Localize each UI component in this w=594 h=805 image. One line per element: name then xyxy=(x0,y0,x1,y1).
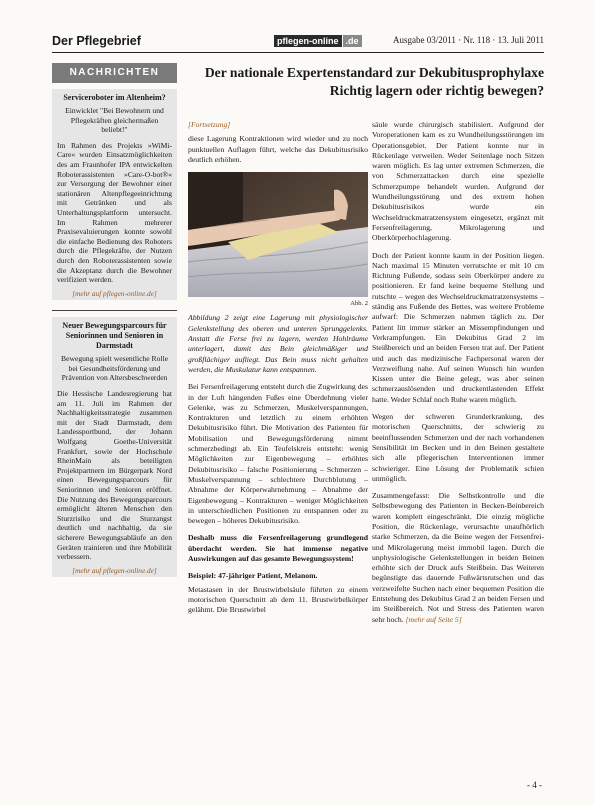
sidebar-divider xyxy=(52,310,177,311)
summary-text: Zusammengefasst: Die Selbstkontrolle und die Selbstbewegung des Patienten in Becken-Beinbereich waren komplett eingeschränkt. Die einzig mögliche Position, die Rückenlage, verursachte unaufhörlich starke Schmerzen, da die Beine wegen der Fersenfrei- und Mikrolagerung meist immobil lagen. Durch die unphysiologische Gelenkstellungen in beiden Beinen erhöhte sich der Druck aufs Steißbein. Das Weiteren begünstigte das dauernde Fußwärtsrutschen und das verzweifelte Suchen nach einer bequemen Position die Entstehung des Dekubitus Grad 2 an beiden Fersen und im Steißbereich. Not und Stress des Patienten waren sehr hoch. xyxy=(372,491,544,624)
article-title-line1: Der nationale Expertenstandard zur Dekubitusprophylaxe xyxy=(204,65,544,80)
continued-label: [Fortsetzung] xyxy=(188,120,231,129)
news-item xyxy=(52,89,177,300)
news-item-body: Im Rahmen des Projekts »WiMi-Care« wurden Einsatzmöglichkeiten des am Fraunhofer IPA entwickelten Roboterassistenten »Care-O-bot®« zur Versorgung der Bewohner einer stationären Altenpflegeeinrichtung mit Getränken und als Unterhaltungsplattform untersucht. Im Rahmen mehrerer Praxisevaluierungen konnte sowohl die einfache Bedienung des Roboters durch die Pflegekräfte, der Nutzen durch den Roboterassistenten sowie die Akzeptanz durch die Bewohner verifiziert werden. xyxy=(57,140,172,285)
page-header xyxy=(52,30,544,53)
figure-label: Abb. 2 xyxy=(350,300,368,308)
article-column-1 xyxy=(188,120,368,623)
paragraph: säule wurde chirurgisch stabilisiert. Aufgrund der Voroperationen kam es zu Wundheilungsstörungen im Operationsgebiet. Der Patient konnte nur in Rückenlage verweilen. Weder Seitenlage noch Sitzen waren möglich. Es lag unter extremen Schmerzen, die von Schmerzattacken durch eine spezielle Schmerzpumpe behandelt wurden. Aufgrund der Wundheilungsstörung und des extrem hohen Dekubitusrisikos wurde ein Wechseldruckmatratzensystem eingesetzt, ergänzt mit Fersenfreilagerung, Mikrolagerung und Oberkörperhochlagerung. xyxy=(372,120,544,243)
leg-positioning-photo xyxy=(188,172,368,297)
news-item xyxy=(52,317,177,577)
news-more-link[interactable]: [mehr auf pflegen-online.de] xyxy=(72,565,157,575)
site-logo xyxy=(274,35,362,47)
article-title-line2: Richtig lagern oder richtig bewegen? xyxy=(329,83,544,98)
news-badge: NACHRICHTEN xyxy=(52,63,177,83)
paragraph: Wegen der schweren Grunderkrankung, des motorischen Querschnitts, der schwierig zu beeinflussenden Schmerzen und der nach vorhandenen Sensibilität im Becken und in den Beinen gestaltete sich alle pflegerischen Interventionen immer schwieriger. Eine Lösung der Problematik schien unmöglich. xyxy=(372,412,544,483)
highlight-paragraph: Deshalb muss die Fersenfreilagerung grundlegend überdacht werden. Sie hat immense negative Auswirkungen auf das gesamte Bewegungssystem! xyxy=(188,533,368,564)
example-title: Beispiel: 47-jähriger Patient, Melanom. xyxy=(188,571,318,581)
article-title xyxy=(188,64,544,110)
news-item-title: Serviceroboter im Altenheim? xyxy=(63,93,166,102)
magazine-title: Der Pflegebrief xyxy=(52,34,141,48)
news-item-title: Neuer Bewegungsparcours für Seniorinnen und Senioren in Darmstadt xyxy=(62,321,167,351)
news-item-subtitle: Bewegung spielt wesentliche Rolle bei Gesundheitsförderung und Prävention von Altersbeschwerden xyxy=(61,354,168,383)
logo-right: .de xyxy=(343,35,362,47)
page-number: - 4 - xyxy=(527,780,542,790)
news-item-body: Die Hessische Landesregierung hat am 11. Juli im Rahmen der Nachhaltigkeitsstrategie zusammen mit der Stadt Darmstadt, dem Landessportbund, der Johann Wolfgang Goethe-Universität Frankfurt, sowie der Hochschule RheinMain als beteiligten Projektpartnern im Bürgerpark Nord einen Bewegungsparcours für Seniorinnen und Senioren eröffnet. Die Nutzung des Bewegungsparcours ermöglicht älteren Menschen den Sturzrisiko und die Sturzangst deutlich und nachhaltig, da sie sicherere Bewegungsabläufe an den Geräten trainieren und ihre Mobilität verbessern. xyxy=(57,389,172,562)
paragraph: Bei Fersenfreilagerung entsteht durch die Zugwirkung des in der Luft hängenden Fußes eine Überdehnung vieler Gelenke, was zu Schmerzen, Muskelverspannungen, Kontrakturen und letztlich zu einem erhöhten Dekubitusrisiko führt. Die Motivation des Patienten für Mobilisation und Bewegungsförderung nimmt schmerzbedingt ab. Ein Teufelskreis entsteht: wenig Möglichkeiten zur Eigenbewegung – erhöhtes Dekubitusrisiko – falsche Positionierung – Schmerzen – Muskelverspannung – schlechtere Durchblutung – Abnahme der Körperwahrnehmung – Abnahme der Eigenbewegung – Kontrakturen – weniger Möglichkeiten in unterschiedlichen Positionen zu entspannen oder zu bewegen – höheres Dekubitusrisiko. xyxy=(188,382,368,526)
paragraph xyxy=(372,491,544,625)
intro-paragraph: diese Lagerung Kontraktionen wird wieder und zu noch punktuellen Auflagen führt, welche das Dekubitusrisiko deutlich erhöhen. xyxy=(188,134,368,164)
photo-illustration xyxy=(188,172,368,297)
paragraph: Doch der Patient konnte kaum in der Position liegen. Nach maximal 15 Minuten verrutschte er mit 10 cm Richtung Fußende, sodass sein Oberkörper andere zu positionieren. Er fand keine bequeme Stellung und rutschte – wegen des Wechseldruckmatratzensystems – ständig ans Fußende des Bettes, was weitere Probleme aufwarf: Die Schmerzen nahmen täglich zu. Der Patient litt immer stärker an Missempfindungen und Verkrampfungen. Ein Dekubitus Grad 2 im Steißbereich und an beiden Fersen trat auf. Der Patient und auch das medizinische Fachpersonal waren der Verzweiflung nahe. Auf seinen Wunsch hin wurden Kissen unter die Beine gelegt, was aber seinen schmerzauslösenden und druckentlastenden Effekt hatte. Weder Schlaf noch Ruhe waren möglich. xyxy=(372,250,544,404)
article-column-2 xyxy=(372,120,544,632)
news-item-subtitle: Einwicklet "Bei Bewohnern und Pflegekräften gleichermaßen beliebt!" xyxy=(65,106,164,135)
news-sidebar xyxy=(52,63,177,743)
figure-caption: Abbildung 2 zeigt eine Lagerung mit physiologischer Gelenkstellung des oberen und unteren Sprunggelenks. Anstatt die Ferse frei zu lagern, werden Hohlräume unterlagert, damit das Bein gleichmäßiger und großflächiger aufliegt. Das Bein muss nicht gehalten werden, die Muskulatur kann entspannen. xyxy=(188,313,368,374)
example-text: Metastasen in der Brustwirbelsäule führten zu einem motorischen Querschnitt ab dem 11. Brustwirbelkörper gelähmt. Die Brustwirbel xyxy=(188,584,368,615)
news-more-link[interactable]: [mehr auf pflegen-online.de] xyxy=(72,288,157,298)
issue-info: Ausgabe 03/2011 · Nr. 118 · 13. Juli 2011 xyxy=(393,35,544,45)
continue-link[interactable]: [mehr auf Seite 5] xyxy=(405,614,462,624)
logo-left: pflegen-online xyxy=(274,35,342,47)
